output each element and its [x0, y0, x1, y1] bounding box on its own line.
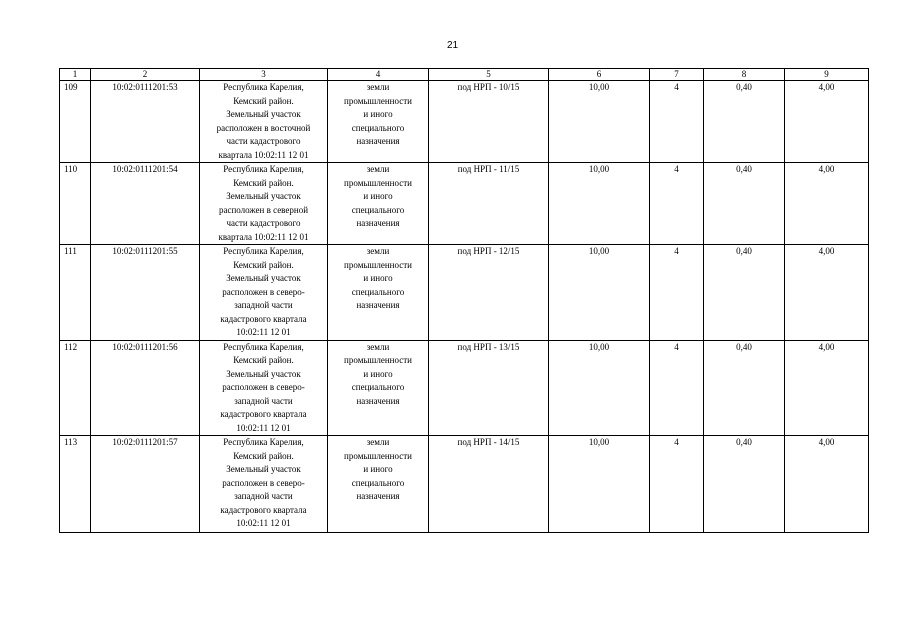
location-line: 10:02:11 12 01 — [236, 327, 291, 337]
column-9-value: 4,00 — [785, 163, 869, 245]
plot-location — [200, 340, 328, 436]
permitted-use: под НРП - 12/15 — [429, 245, 549, 341]
category-line: и иного — [363, 191, 393, 201]
category-line: назначения — [356, 136, 400, 146]
row-number: 110 — [60, 163, 91, 245]
column-7-value: 4 — [650, 81, 704, 163]
category-line: назначения — [356, 491, 400, 501]
column-header: 6 — [549, 69, 650, 81]
location-line: квартала 10:02:11 12 01 — [218, 149, 309, 160]
land-category — [328, 163, 429, 245]
column-9-value: 4,00 — [785, 340, 869, 436]
plot-location — [200, 245, 328, 341]
permitted-use: под НРП - 11/15 — [429, 163, 549, 245]
location-line: Республика Карелия, — [223, 341, 304, 352]
column-header: 2 — [91, 69, 200, 81]
column-8-value: 0,40 — [704, 81, 785, 163]
land-plot-table — [59, 68, 869, 533]
category-line: промышленности — [344, 259, 412, 270]
cadastral-number: 10:02:0111201:55 — [91, 245, 200, 341]
column-header: 9 — [785, 69, 869, 81]
location-line: Республика Карелия, — [223, 82, 304, 92]
row-number: 111 — [60, 245, 91, 341]
row-number: 109 — [60, 81, 91, 163]
category-line: земли — [366, 437, 390, 447]
column-9-value: 4,00 — [785, 245, 869, 341]
category-line: специального — [351, 286, 405, 297]
category-line: промышленности — [344, 355, 412, 365]
land-category — [328, 340, 429, 436]
location-line: кадастрового квартала — [220, 313, 307, 324]
column-7-value: 4 — [650, 340, 704, 436]
location-line: кадастрового квартала — [220, 504, 307, 515]
category-line: специального — [351, 122, 405, 133]
category-line: и иного — [363, 273, 393, 283]
column-8-value: 0,40 — [704, 436, 785, 533]
column-header: 3 — [200, 69, 328, 81]
permitted-use: под НРП - 13/15 — [429, 340, 549, 436]
location-line: Земельный участок — [226, 273, 301, 283]
column-6-value: 10,00 — [549, 81, 650, 163]
location-line: квартала 10:02:11 12 01 — [218, 231, 309, 242]
column-6-value: 10,00 — [549, 340, 650, 436]
category-line: назначения — [356, 218, 400, 228]
location-line: Кемский район. — [233, 259, 294, 270]
column-6-value: 10,00 — [549, 245, 650, 341]
category-line: назначения — [356, 300, 400, 310]
cadastral-number: 10:02:0111201:53 — [91, 81, 200, 163]
location-line: Кемский район. — [233, 355, 294, 365]
table-row — [60, 340, 869, 436]
category-line: специального — [351, 204, 405, 215]
column-7-value: 4 — [650, 436, 704, 533]
category-line: земли — [366, 246, 390, 256]
location-line: Республика Карелия, — [223, 164, 304, 174]
column-6-value: 10,00 — [549, 163, 650, 245]
column-7-value: 4 — [650, 163, 704, 245]
category-line: земли — [366, 341, 390, 352]
row-number: 112 — [60, 340, 91, 436]
location-line: Республика Карелия, — [223, 437, 304, 447]
table-row — [60, 81, 869, 163]
category-line: и иного — [363, 464, 393, 474]
location-line: части кадастрового — [226, 218, 301, 228]
location-line: Кемский район. — [233, 450, 294, 461]
cadastral-number: 10:02:0111201:57 — [91, 436, 200, 533]
location-line: Кемский район. — [233, 177, 294, 188]
category-line: земли — [366, 82, 390, 92]
location-line: 10:02:11 12 01 — [236, 422, 291, 433]
column-9-value: 4,00 — [785, 81, 869, 163]
column-header: 8 — [704, 69, 785, 81]
location-line: Земельный участок — [226, 464, 301, 474]
column-9-value: 4,00 — [785, 436, 869, 533]
category-line: специального — [351, 382, 405, 392]
category-line: промышленности — [344, 95, 412, 106]
plot-location — [200, 81, 328, 163]
column-7-value: 4 — [650, 245, 704, 341]
category-line: специального — [351, 477, 405, 488]
location-line: расположен в северной — [218, 204, 309, 215]
category-line: назначения — [356, 395, 400, 406]
page-number: 21 — [446, 40, 459, 51]
location-line: Кемский район. — [233, 95, 294, 106]
category-line: земли — [366, 164, 390, 174]
location-line: расположен в северо- — [222, 477, 305, 488]
column-header: 1 — [60, 69, 91, 81]
plot-location — [200, 436, 328, 533]
location-line: Земельный участок — [226, 368, 301, 379]
category-line: промышленности — [344, 177, 412, 188]
location-line: западной части — [234, 395, 293, 406]
table-header-row — [60, 69, 869, 81]
column-header: 5 — [429, 69, 549, 81]
column-6-value: 10,00 — [549, 436, 650, 533]
column-header: 7 — [650, 69, 704, 81]
location-line: расположен в северо- — [222, 382, 305, 392]
table-row — [60, 436, 869, 533]
location-line: Республика Карелия, — [223, 246, 304, 256]
location-line: расположен в восточной — [216, 122, 311, 133]
location-line: Земельный участок — [226, 191, 301, 201]
permitted-use: под НРП - 14/15 — [429, 436, 549, 533]
location-line: кадастрового квартала — [220, 409, 307, 419]
cadastral-number: 10:02:0111201:54 — [91, 163, 200, 245]
table-row — [60, 163, 869, 245]
location-line: расположен в северо- — [222, 286, 305, 297]
location-line: Земельный участок — [226, 109, 301, 119]
table-row — [60, 245, 869, 341]
category-line: промышленности — [344, 450, 412, 461]
cadastral-number: 10:02:0111201:56 — [91, 340, 200, 436]
location-line: западной части — [234, 300, 293, 310]
location-line: западной части — [234, 491, 293, 501]
land-category — [328, 436, 429, 533]
column-header: 4 — [328, 69, 429, 81]
row-number: 113 — [60, 436, 91, 533]
table-body — [60, 81, 869, 533]
land-category — [328, 81, 429, 163]
location-line: части кадастрового — [226, 136, 301, 146]
column-8-value: 0,40 — [704, 340, 785, 436]
location-line: 10:02:11 12 01 — [236, 518, 291, 528]
category-line: и иного — [363, 109, 393, 119]
column-8-value: 0,40 — [704, 245, 785, 341]
column-8-value: 0,40 — [704, 163, 785, 245]
category-line: и иного — [363, 368, 393, 379]
land-category — [328, 245, 429, 341]
permitted-use: под НРП - 10/15 — [429, 81, 549, 163]
plot-location — [200, 163, 328, 245]
